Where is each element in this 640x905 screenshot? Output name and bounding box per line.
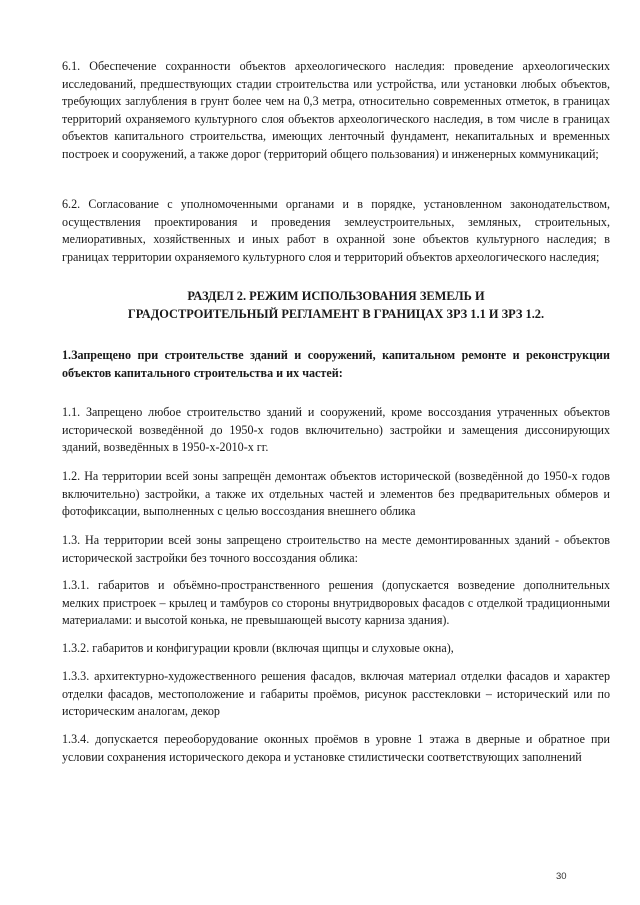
- paragraph-1-heading: 1.Запрещено при строительстве зданий и сооружений, капитальном ремонте и реконструкции объектов капитального строительства и их частей:: [62, 348, 610, 380]
- paragraph-1-3-1: 1.3.1. габаритов и объёмно-пространственного решения (допускается возведение дополнительных мелких пристроек – крылец и тамбуров со стороны внутридворовых фасадов с отделкой традиционными материалами: и высотой конька, не превышающей высоту карниза здания).: [62, 578, 610, 628]
- paragraph-6-1: 6.1. Обеспечение сохранности объектов археологического наследия: проведение археологических исследований, предшествующих стадии строительства или устройства, или установки любых объектов, требующих заглубления в грунт более чем на 0,3 метра, относительно современных отметок, в границах территорий охраняемого культурного слоя объектов археологического наследия, в том числе в границах объектов капитального строительства, имеющих ленточный фундамент, некапитальных и временных построек и сооружений, а также дорог (территорий общего пользования) и инженерных коммуникаций;: [62, 59, 610, 161]
- paragraph-6-2: 6.2. Согласование с уполномоченными органами и в порядке, установленном законодательством, осуществления проектирования и проведения землеустроительных, земляных, строительных, мелиоративных, хозяйственных и иных работ в охранной зоне объектов культурного наследия; в границах территории охраняемого культурного слоя и территорий объектов археологического наследия;: [62, 197, 610, 264]
- section-heading: РАЗДЕЛ 2. РЕЖИМ ИСПОЛЬЗОВАНИЯ ЗЕМЕЛЬ И ГРАДОСТРОИТЕЛЬНЫЙ РЕГЛАМЕНТ В ГРАНИЦАХ ЗРЗ 1.1 И ЗРЗ 1.2.: [127, 289, 545, 321]
- paragraph-1-3-2: 1.3.2. габаритов и конфигурации кровли (включая щипцы и слуховые окна),: [62, 641, 454, 655]
- paragraph-1-3-3: 1.3.3. архитектурно-художественного решения фасадов, включая материал отделки фасадов и характер отделки фасадов, местоположение и габариты проёмов, рисунок расстекловки – исторический или по историческим аналогам, декор: [62, 669, 610, 719]
- paragraph-1-1: 1.1. Запрещено любое строительство зданий и сооружений, кроме воссоздания утраченных объектов исторической возведённой до 1950-х годов включительно) застройки и замещения диссонирующих зданий, возведённых в 1950-х-2010-х гг.: [62, 405, 610, 455]
- page-number: 30: [556, 871, 567, 882]
- paragraph-1-2: 1.2. На территории всей зоны запрещён демонтаж объектов исторической (возведённой до 1950-х годов включительно) застройки, а также их отдельных частей и элементов без предварительных обмеров и фотофиксации, выполненных с целью воссоздания внешнего облика: [62, 469, 610, 519]
- paragraph-1-3-4: 1.3.4. допускается переоборудование оконных проёмов в уровне 1 этажа в дверные и обратное при условии сохранения исторического декора и установке стилистически соответствующих заполнений: [62, 732, 610, 764]
- paragraph-1-3: 1.3. На территории всей зоны запрещено строительство на месте демонтированных зданий - объектов исторической застройки без точного воссоздания облика:: [62, 533, 610, 565]
